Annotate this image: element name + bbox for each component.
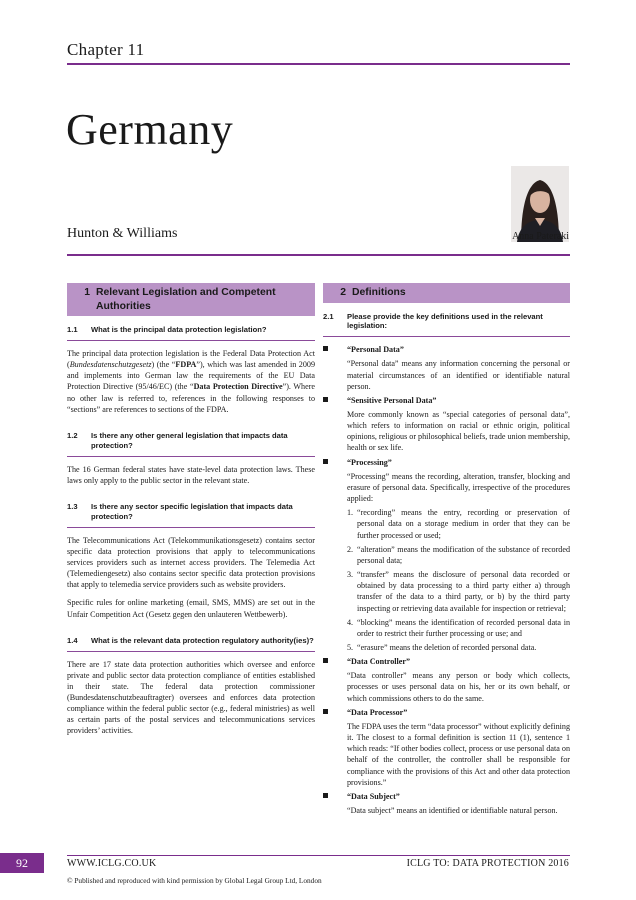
answer-1-2 [67,457,315,486]
header-rule-bottom [67,254,570,256]
definitions-list [323,337,570,816]
question-number: 1.2 [67,430,78,440]
definition-term: “Data Processor” [347,707,408,717]
answer-paragraph: Data Protection Directive [193,382,283,392]
definition-text: “Data subject” means an identified or identifiable natural person. [347,806,558,816]
processing-subitem [347,617,570,639]
definition-item [323,457,570,654]
subitem-text: “alteration” means the modification of the substance of recorded personal data; [357,544,570,565]
page-number: 92 [0,853,44,873]
answer-1-4 [67,652,315,737]
chapter-label: Chapter 11 [67,40,145,59]
subitem-text: “transfer” means the disclosure of personal data recorded or obtained by data processing to a third party either a) through transfer of the data to a third party, or b) by the third party inspecting or retrieving data available for inspection or retrieval; [357,570,570,613]
answer-1-1 [67,341,315,415]
section-heading-1 [67,283,315,316]
definition-item [323,707,570,788]
subitem-number: 1. [347,508,354,518]
definition-term: “Personal Data” [347,345,404,355]
answer-paragraph: There are 17 state data protection authorities which oversee and enforce private and public sector data protection compliance of entities established in their state. The federal data protection commissioner (Bundesdatenschutzbeauftragter) oversees and enforces data protection compliance within the federal public sector (e.g., federal ministries) as well as certain parts of the postal services and telecommunications services providers’ activities. [67,659,315,736]
definition-term: “Sensitive Personal Data” [347,395,437,405]
section-title: Relevant Legislation and Competent Authorities [96,287,276,312]
definition-text: “Processing” means the recording, alteration, transfer, blocking and erasure of personal data. Specifically, irrespective of the procedures applied: [347,471,570,504]
section-number: 2 [340,287,346,298]
square-bullet-icon [323,658,328,663]
question-text: Is there any other general legislation that impacts data protection? [91,430,288,450]
answer-paragraph: The 16 German federal states have state-level data protection laws. These laws only apply to the public sector in the relevant state. [67,464,315,485]
square-bullet-icon [323,709,328,714]
definition-item [323,344,570,392]
question-text: Please provide the key definitions used in the relevant legislation: [347,311,543,331]
question-2-1 [323,303,570,338]
square-bullet-icon [323,346,328,351]
author-name: Anna Pateraki [512,231,569,242]
question-1-1 [67,316,315,341]
header-rule-top [67,63,570,65]
definition-text: “Data controller” means any person or body which collects, processes or uses personal data on his, her or its own behalf, or which commissions others to do the same. [347,671,570,703]
question-1-3 [67,493,315,528]
subitem-text: “recording” means the entry, recording or preservation of personal data on a storage medium in order that they can be further processed or used; [357,508,570,540]
definition-term: “Data Controller” [347,657,411,667]
definition-item [323,791,570,816]
answer-paragraph: Bundesdatenschutzgesetz [69,360,152,370]
square-bullet-icon [323,459,328,464]
question-number: 1.1 [67,325,78,335]
answer-paragraph: The Telecommunications Act (Telekommunikationsgesetz) contains sector specific data protection provisions that apply to telecommunications services providers such as internet access providers. The Telemedia Act (Telemediengesetz) also contains sector specific data protection provisions that apply to telemedia service providers such as website providers. [67,535,315,590]
law-firm-name: Hunton & Williams [67,226,178,241]
definition-text: The FDPA uses the term “data processor” without explicitly defining it. The closest to a formal definition is section 11 (1), sentence 1 which reads: “If other bodies collect, process or use personal data on behalf of the controller, the controller shall be responsible for compliance with the provisions of this Act and other data protection provisions.” [347,721,570,787]
answer-paragraph: Specific rules for online marketing (email, SMS, MMS) are set out in the Unfair Competition Act (Gesetz gegen den unlauteren Wettbewerb). [67,598,315,619]
answer-paragraph: The principal data protection legislation is the Federal Data Protection Act (Bundesdatenschutzgesetz) (the “FDPA”), which was last amended in 2009 and implements into German law the requirements of the EU Data Protection Directive (95/46/EC) (the “Data Protection Directive”). Where no other law is referred to, references in the following responses to “sections” are references to sections of the FDPA. [67,348,315,414]
processing-subitem [347,544,570,566]
footer-rule [67,855,570,856]
processing-subitem [347,507,570,540]
section-heading-2 [323,283,570,303]
processing-subitem [347,569,570,614]
question-number: 1.3 [67,501,78,511]
definition-item [323,395,570,454]
definition-item [323,656,570,704]
definition-term: “Processing” [347,457,392,467]
subitem-number: 5. [347,642,354,652]
subitem-number: 4. [347,617,354,627]
answer-1-3 [67,528,315,620]
footer-publication-title: ICLG TO: DATA PROTECTION 2016 [406,858,569,869]
subitem-number: 2. [347,544,354,554]
right-column [323,283,570,819]
question-1-2 [67,422,315,457]
question-number: 1.4 [67,635,78,645]
definition-term: “Data Subject” [347,791,400,801]
subitem-text: “erasure” means the deletion of recorded personal data. [357,642,537,652]
question-text: Is there any sector specific legislation that impacts data protection? [91,501,293,521]
section-number: 1 [84,287,90,298]
question-number: 2.1 [323,311,334,321]
footer-website-link[interactable]: WWW.ICLG.CO.UK [67,858,157,869]
question-text: What is the relevant data protection regulatory authority(ies)? [91,635,314,645]
subitem-text: “blocking” means the identification of recorded personal data in order to restrict their further processing or use; and [357,617,570,638]
page-title: Germany [66,105,234,154]
left-column [67,283,315,744]
footer-copyright: © Published and reproduced with kind permission by Global Legal Group Ltd, London [67,876,322,885]
question-1-4 [67,627,315,652]
definition-text: More commonly known as “special categories of personal data”, which refers to information on racial or ethnic origin, political opinions, religious or philosophical beliefs, trade union membership, health or sex life. [347,410,570,453]
section-title: Definitions [352,287,406,298]
answer-paragraph: FDPA [175,360,197,370]
square-bullet-icon [323,397,328,402]
subitem-number: 3. [347,570,354,580]
question-text: What is the principal data protection legislation? [91,325,267,335]
definition-text: “Personal data” means any information concerning the personal or material circumstances of an identified or identifiable natural person. [347,359,570,391]
square-bullet-icon [323,793,328,798]
processing-subitem [347,642,570,653]
